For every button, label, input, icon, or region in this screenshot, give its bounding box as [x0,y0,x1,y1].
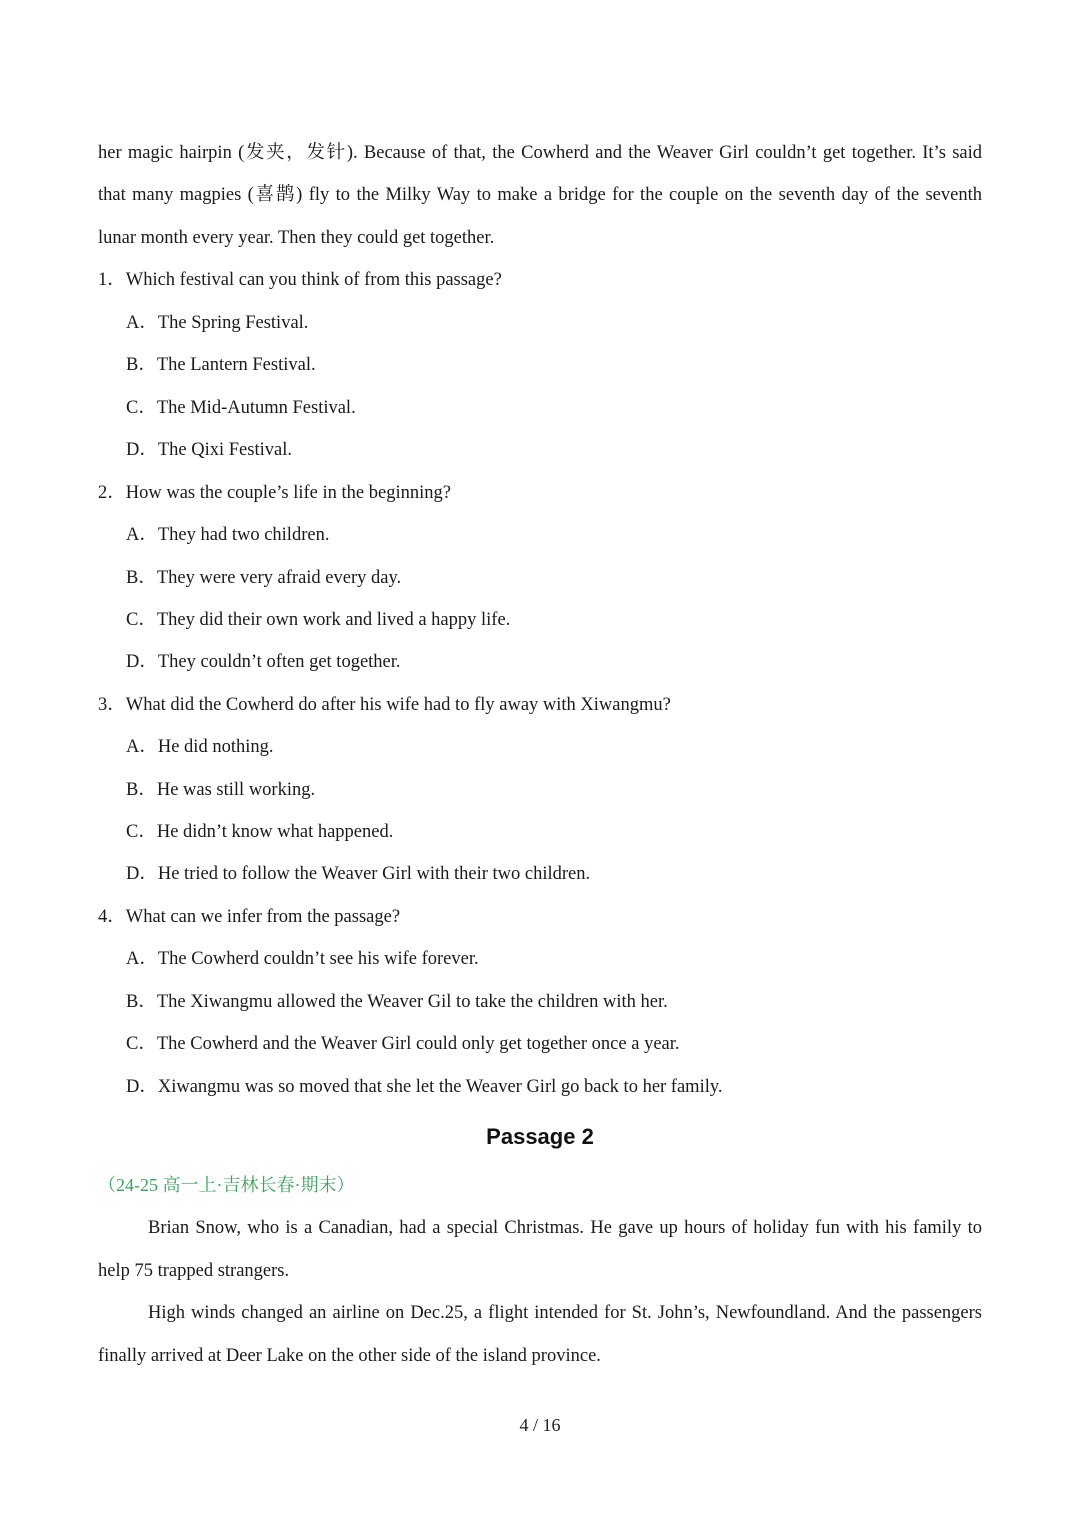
page-number: 4 / 16 [519,1415,561,1435]
answer-option: D．They couldn’t often get together. [126,652,401,672]
passage1-line: her magic hairpin (发夹，发针). Because of that, the Cowherd and the Weaver Girl couldn’t get together. It’s said [98,143,982,163]
question-stem: 1．Which festival can you think of from this passage? [98,270,502,290]
question-stem: 4．What can we infer from the passage? [98,907,401,927]
answer-option: A．The Cowherd couldn’t see his wife forever. [126,949,479,969]
passage2-line: High winds changed an airline on Dec.25, a flight intended for St. John’s, Newfoundland. And the passengers [148,1303,982,1323]
answer-option: A．He did nothing. [126,737,274,757]
answer-option: B．They were very afraid every day. [126,568,402,588]
question-stem: 3．What did the Cowherd do after his wife had to fly away with Xiwangmu? [98,695,671,715]
answer-option: C．He didn’t know what happened. [126,822,394,842]
answer-option: C．The Cowherd and the Weaver Girl could only get together once a year. [126,1034,680,1054]
answer-option: D．He tried to follow the Weaver Girl with their two children. [126,864,591,884]
passage2-line: help 75 trapped strangers. [98,1261,290,1281]
answer-option: D．Xiwangmu was so moved that she let the Weaver Girl go back to her family. [126,1077,723,1097]
question-stem: 2．How was the couple’s life in the beginning? [98,483,451,503]
passage1-line: that many magpies (喜鹊) fly to the Milky Way to make a bridge for the couple on the seventh day of the seventh [98,185,982,205]
answer-option: B．He was still working. [126,780,316,800]
answer-option: A．The Spring Festival. [126,313,309,333]
passage2-line: Brian Snow, who is a Canadian, had a special Christmas. He gave up hours of holiday fun with his family to [148,1218,982,1238]
answer-option: C．The Mid-Autumn Festival. [126,398,356,418]
answer-option: B．The Xiwangmu allowed the Weaver Gil to take the children with her. [126,992,668,1012]
passage-heading: Passage 2 [486,1124,594,1149]
answer-option: B．The Lantern Festival. [126,355,316,375]
passage1-line: lunar month every year. Then they could get together. [98,228,495,248]
source-citation: （24-25 高一上·吉林长春·期末） [98,1175,355,1195]
passage2-line: finally arrived at Deer Lake on the other side of the island province. [98,1346,601,1366]
answer-option: C．They did their own work and lived a happy life. [126,610,511,630]
answer-option: D．The Qixi Festival. [126,440,292,460]
answer-option: A．They had two children. [126,525,330,545]
